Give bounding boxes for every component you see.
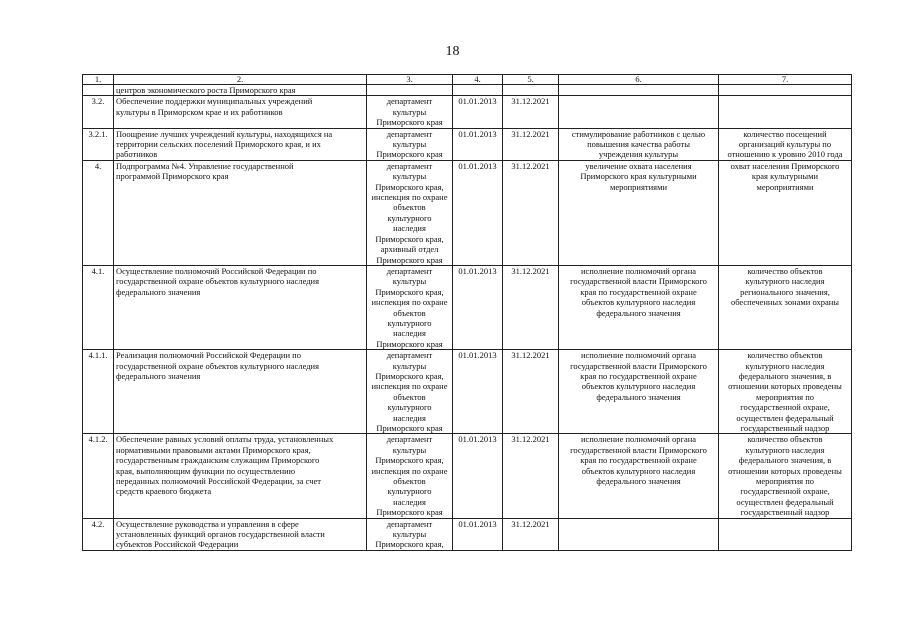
end-date — [503, 350, 559, 434]
column-header: 3. — [367, 75, 453, 85]
row-number-text: 4. — [94, 160, 102, 171]
activity-name — [114, 434, 367, 518]
table-cell — [367, 85, 453, 96]
start-date-text: 01.01.2013 — [458, 518, 497, 529]
end-date-text: 31.12.2021 — [511, 434, 550, 445]
end-date — [503, 265, 559, 349]
executor — [367, 160, 453, 265]
row-number — [83, 434, 114, 518]
expected-result-text: стимулирование работников с целью повышения качества работы учреждения культуры — [571, 128, 706, 160]
expected-result — [559, 434, 719, 518]
indicator — [719, 96, 852, 128]
end-date — [503, 160, 559, 265]
activity-name-text: Осуществление полномочий Российской Федерации по государственной охране объектов культурного наследия федерального значения — [116, 265, 320, 297]
continuation-text: центров экономического роста Приморского края — [114, 85, 367, 96]
row-number — [83, 160, 114, 265]
indicator — [719, 128, 852, 160]
end-date — [503, 518, 559, 550]
end-date-text: 31.12.2021 — [511, 160, 550, 171]
executor — [367, 96, 453, 128]
indicator-text: количество объектов культурного наследия федерального значения, в отношении которых проведены мероприятия по государственной охране, осуществлен федеральный государственный надзор — [728, 350, 842, 433]
indicator — [719, 350, 852, 434]
expected-result — [559, 128, 719, 160]
executor-text: департамент культуры Приморского края, инспекция по охране объектов культурного наследия Приморского края — [371, 265, 448, 349]
start-date — [453, 434, 503, 518]
table-cell — [453, 85, 503, 96]
row-number-text: 4.1.2. — [88, 434, 108, 445]
expected-result-text: увеличение охвата населения Приморского края культурными мероприятиями — [580, 160, 697, 192]
activity-name-text: Осуществление руководства и управления в сфере установленных функций органов государственной власти субъектов Российской Федерации — [116, 518, 325, 550]
column-header: 5. — [503, 75, 559, 85]
expected-result — [559, 518, 719, 550]
end-date-text: 31.12.2021 — [511, 518, 550, 529]
activity-name — [114, 128, 367, 160]
activity-name — [114, 265, 367, 349]
executor — [367, 518, 453, 550]
end-date-text: 31.12.2021 — [511, 350, 550, 361]
column-header: 1. — [83, 75, 114, 85]
table-row — [83, 128, 852, 160]
row-number — [83, 518, 114, 550]
table-cell — [719, 85, 852, 96]
activity-name-text: Подпрограмма №4. Управление государственной программой Приморского края — [116, 160, 294, 182]
continuation-row — [83, 85, 852, 96]
executor — [367, 434, 453, 518]
end-date — [503, 434, 559, 518]
row-number — [83, 96, 114, 128]
page-number: 18 — [445, 44, 460, 59]
activity-name — [114, 160, 367, 265]
start-date-text: 01.01.2013 — [458, 434, 497, 445]
start-date-text: 01.01.2013 — [458, 350, 497, 361]
table-row — [83, 518, 852, 550]
end-date-text: 31.12.2021 — [511, 96, 550, 107]
executor-text: департамент культуры Приморского края, инспекция по охране объектов культурного наследия Приморского края — [371, 434, 448, 518]
expected-result-text: исполнение полномочий органа государственной власти Приморского края по государственной охране объектов культурного наследия федерального значения — [570, 350, 707, 402]
row-number-text: 4.1.1. — [88, 350, 108, 361]
activity-name — [114, 518, 367, 550]
indicator — [719, 265, 852, 349]
row-number — [83, 128, 114, 160]
row-number — [83, 350, 114, 434]
expected-result-text: исполнение полномочий органа государственной власти Приморского края по государственной охране объектов культурного наследия федерального значения — [570, 265, 707, 318]
expected-result — [559, 96, 719, 128]
indicator — [719, 160, 852, 265]
executor-text: департамент культуры Приморского края, инспекция по охране объектов культурного наследия Приморского края — [371, 350, 448, 433]
start-date-text: 01.01.2013 — [458, 265, 497, 276]
column-header: 4. — [453, 75, 503, 85]
row-number-text: 3.2. — [91, 96, 105, 107]
table-row — [83, 265, 852, 349]
indicator-text: охват населения Приморского края культурными мероприятиями — [730, 160, 840, 192]
executor — [367, 128, 453, 160]
table-cell — [83, 85, 114, 96]
indicator-text: количество объектов культурного наследия федерального значения, в отношении которых проведены мероприятия по государственной охране, осуществлен федеральный государственный надзор — [728, 434, 842, 518]
executor-text: департамент культуры Приморского края, инспекция по охране объектов культурного наследия Приморского края, архивный отдел Приморского края — [371, 160, 448, 265]
row-number-text: 4.1. — [91, 265, 105, 276]
end-date-text: 31.12.2021 — [511, 265, 550, 276]
activity-name-text: Обеспечение равных условий оплаты труда, установленных нормативными правовыми актами Приморского края, государственным гражданским служащим Приморского края, выполняющим функции по осуществлению переданных полномочий Российской Федерации, за счет средств краевого бюджета — [116, 434, 334, 497]
start-date-text: 01.01.2013 — [458, 160, 497, 171]
column-header: 6. — [559, 75, 719, 85]
activity-name-text: Обеспечение поддержки муниципальных учреждений культуры в Приморском крае и их работников — [116, 96, 313, 117]
activity-name-text: Реализация полномочий Российской Федерации по государственной охране объектов культурного наследия федерального значения — [116, 350, 320, 381]
table-cell — [503, 85, 559, 96]
row-number-text: 3.2.1. — [88, 128, 108, 139]
end-date — [503, 128, 559, 160]
table-row — [83, 350, 852, 434]
end-date — [503, 96, 559, 128]
program-activities-table — [82, 74, 852, 551]
activity-name-text: Поощрение лучших учреждений культуры, находящихся на территории сельских поселений Приморского края, и их работников — [116, 128, 333, 160]
row-number-text: 4.2. — [91, 518, 105, 529]
row-number — [83, 265, 114, 349]
start-date — [453, 128, 503, 160]
table-row — [83, 96, 852, 128]
executor-text: департамент культуры Приморского края — [376, 96, 443, 128]
start-date — [453, 96, 503, 128]
table-row — [83, 160, 852, 265]
start-date — [453, 265, 503, 349]
start-date — [453, 160, 503, 265]
executor — [367, 350, 453, 434]
column-header: 7. — [719, 75, 852, 85]
table-header-row — [83, 75, 852, 85]
expected-result-text: исполнение полномочий органа государственной власти Приморского края по государственной охране объектов культурного наследия федерального значения — [570, 434, 707, 487]
expected-result — [559, 350, 719, 434]
start-date — [453, 350, 503, 434]
end-date-text: 31.12.2021 — [511, 128, 550, 139]
indicator — [719, 518, 852, 550]
start-date-text: 01.01.2013 — [458, 128, 497, 139]
start-date-text: 01.01.2013 — [458, 96, 497, 107]
table-row — [83, 434, 852, 518]
start-date — [453, 518, 503, 550]
activity-name — [114, 96, 367, 128]
table-cell — [559, 85, 719, 96]
indicator — [719, 434, 852, 518]
expected-result — [559, 265, 719, 349]
executor-text: департамент культуры Приморского края, — [375, 518, 444, 550]
indicator-text: количество объектов культурного наследия регионального значения, обеспеченных зонами охраны — [730, 265, 840, 308]
activity-name — [114, 350, 367, 434]
column-header: 2. — [114, 75, 367, 85]
executor — [367, 265, 453, 349]
executor-text: департамент культуры Приморского края — [376, 128, 443, 160]
indicator-text: количество посещений организаций культуры по отношению к уровню 2010 года — [727, 128, 843, 160]
expected-result — [559, 160, 719, 265]
